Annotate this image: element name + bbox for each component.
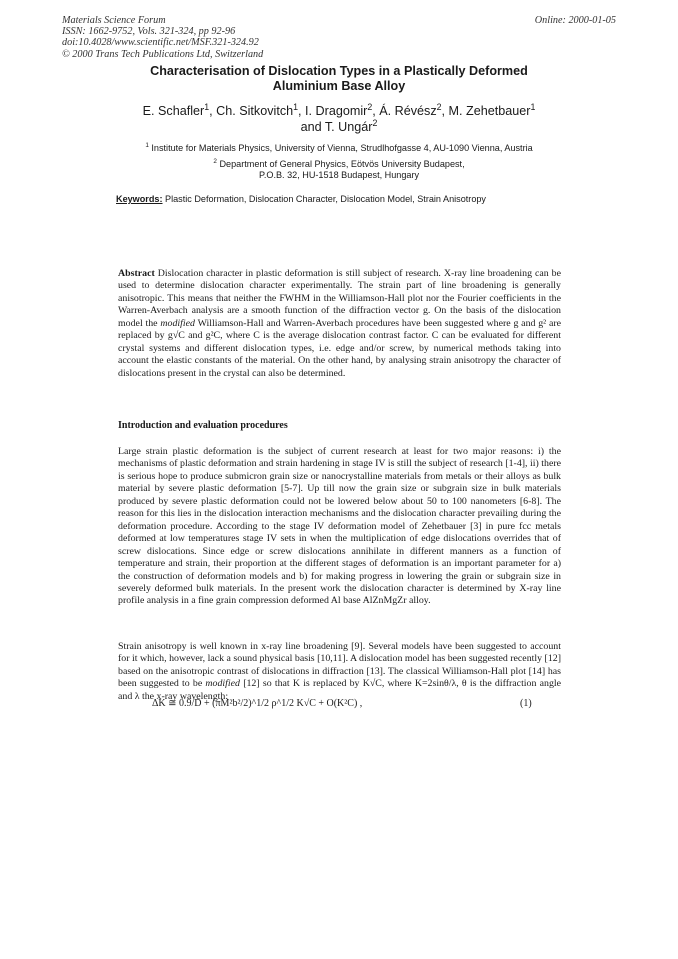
- keywords: [116, 194, 486, 204]
- abstract: Abstract Dislocation character in plastic deformation is still subject of research. X-ray line broadening can be used to determine dislocation character experimentally. The strain part of line broadening is generally anisotropic. This means that neither the FWHM in the Williamson-Hall plot nor the Fourier coefficients in the Warren-Averbach analysis are a smooth function of the diffraction vector g. On the basis of the dislocation model the modified Williamson-Hall and Warren-Averbach procedures have been suggested where g and g² are replaced by g√C and g²C, where C is the average dislocation contrast factor. C can be evaluated for different crystal systems and different dislocation types, i.e. edge and/or screw, by numerical methods taking into account the elastic constants of the material. On the other hand, by analysing strain anisotropy the character of dislocations present in the crystal can also be determined.: [118, 268, 562, 379]
- section-heading: Introduction and evaluation procedures: [118, 420, 288, 431]
- author-name: Á. Révész: [379, 104, 437, 118]
- paper-title: [60, 64, 618, 94]
- intro-paragraph-2: Strain anisotropy is well known in x-ray line broadening [9]. Several models have been suggested to account for it which, however, lack a sound physical basis [10,11]. A dislocation model has been suggested recently [12] based on the anisotropic contrast of dislocations in diffraction [13]. The classical Williamson-Hall plot [14] has been suggested to be modified [12] so that K is replaced by K√C, where K=2sinθ/λ, θ is the diffraction angle and λ the x-ray wavelength:: [118, 641, 562, 702]
- equation-number: (1): [520, 698, 532, 709]
- doi-line: doi:10.4028/www.scientific.net/MSF.321-324.92: [62, 37, 259, 49]
- abstract-label: Abstract: [118, 268, 155, 279]
- journal-name: Materials Science Forum: [62, 15, 166, 26]
- title-line-2: Aluminium Base Alloy: [272, 79, 406, 93]
- author-list: E. Schafler$^1$, Ch. Sitkovitch$^1$, I. Dragomir$^2$, Á. Révész$^2$, M. Zehetbauer$^1$ and T. Ungár$^2$: [142, 101, 536, 134]
- intro-paragraph-1: Large strain plastic deformation is the subject of current research at least for two major reasons: i) the mechanisms of plastic deformation and strain hardening in stage IV is still the subject of research [1-4], ii) there is serious hope to produce submicron grain size or nanocrystalline materials from metals or their alloys as bulk material by severe plastic deformation [5-7]. Up till now the grain size or subgrain size in bulk materials produced by severe plastic deformation could not be lowered below about 50 to 100 nanometers [6-8]. The reason for this lies in the dislocation interaction mechanisms and the dislocation character prevailing during the deformation procedure. According to the stage IV deformation model of Zehetbauer [3] in pure fcc metals deformed at low temperatures stage IV sets in when the multiplication of edge dislocations overrides that of screw dislocations. Since edge or screw dislocations annihilate in different manners as a function of temperature and strain, their proportion at the different stages of deformation is an important parameter for a) the construction of deformation models and b) for making progress in lowering the grain or subgrain size in severely deformed bulk materials. In the present work the dislocation character is determined by X-ray line profile analysis in a fine grain compression deformed Al base AlZnMgZr alloy.: [118, 446, 561, 607]
- journal-header: [62, 15, 263, 60]
- author-name: M. Zehetbauer: [448, 104, 531, 118]
- author-name: and T. Ungár: [300, 119, 373, 134]
- affiliation-1: $^1$ Institute for Materials Physics, University of Vienna, Strudlhofgasse 4, AU-1090 Vienna, Austria: [145, 141, 533, 153]
- online-date: Online: 2000-01-05: [534, 15, 616, 26]
- equation-1: ΔK ≅ 0.9/D + (πM²b²/2)^1/2 ρ^1/2 K√C + O(K²C) ,: [152, 698, 363, 709]
- author-name: E. Schafler: [142, 104, 205, 118]
- keywords-text: Plastic Deformation, Dislocation Character, Dislocation Model, Strain Anisotropy: [165, 194, 486, 204]
- title-line-1: Characterisation of Dislocation Types in a Plastically Deformed: [150, 64, 528, 78]
- issn-line: ISSN: 1662-9752, Vols. 321-324, pp 92-96: [62, 26, 236, 38]
- author-name: Ch. Sitkovitch: [216, 104, 294, 118]
- affiliation-2: $^2$ Department of General Physics, Eötvös University Budapest, P.O.B. 32, HU-1518 Budapest, Hungary: [213, 157, 465, 181]
- keywords-label: Keywords:: [116, 194, 163, 204]
- author-name: I. Dragomir: [305, 104, 368, 118]
- copyright-line: © 2000 Trans Tech Publications Ltd, Switzerland: [62, 48, 264, 60]
